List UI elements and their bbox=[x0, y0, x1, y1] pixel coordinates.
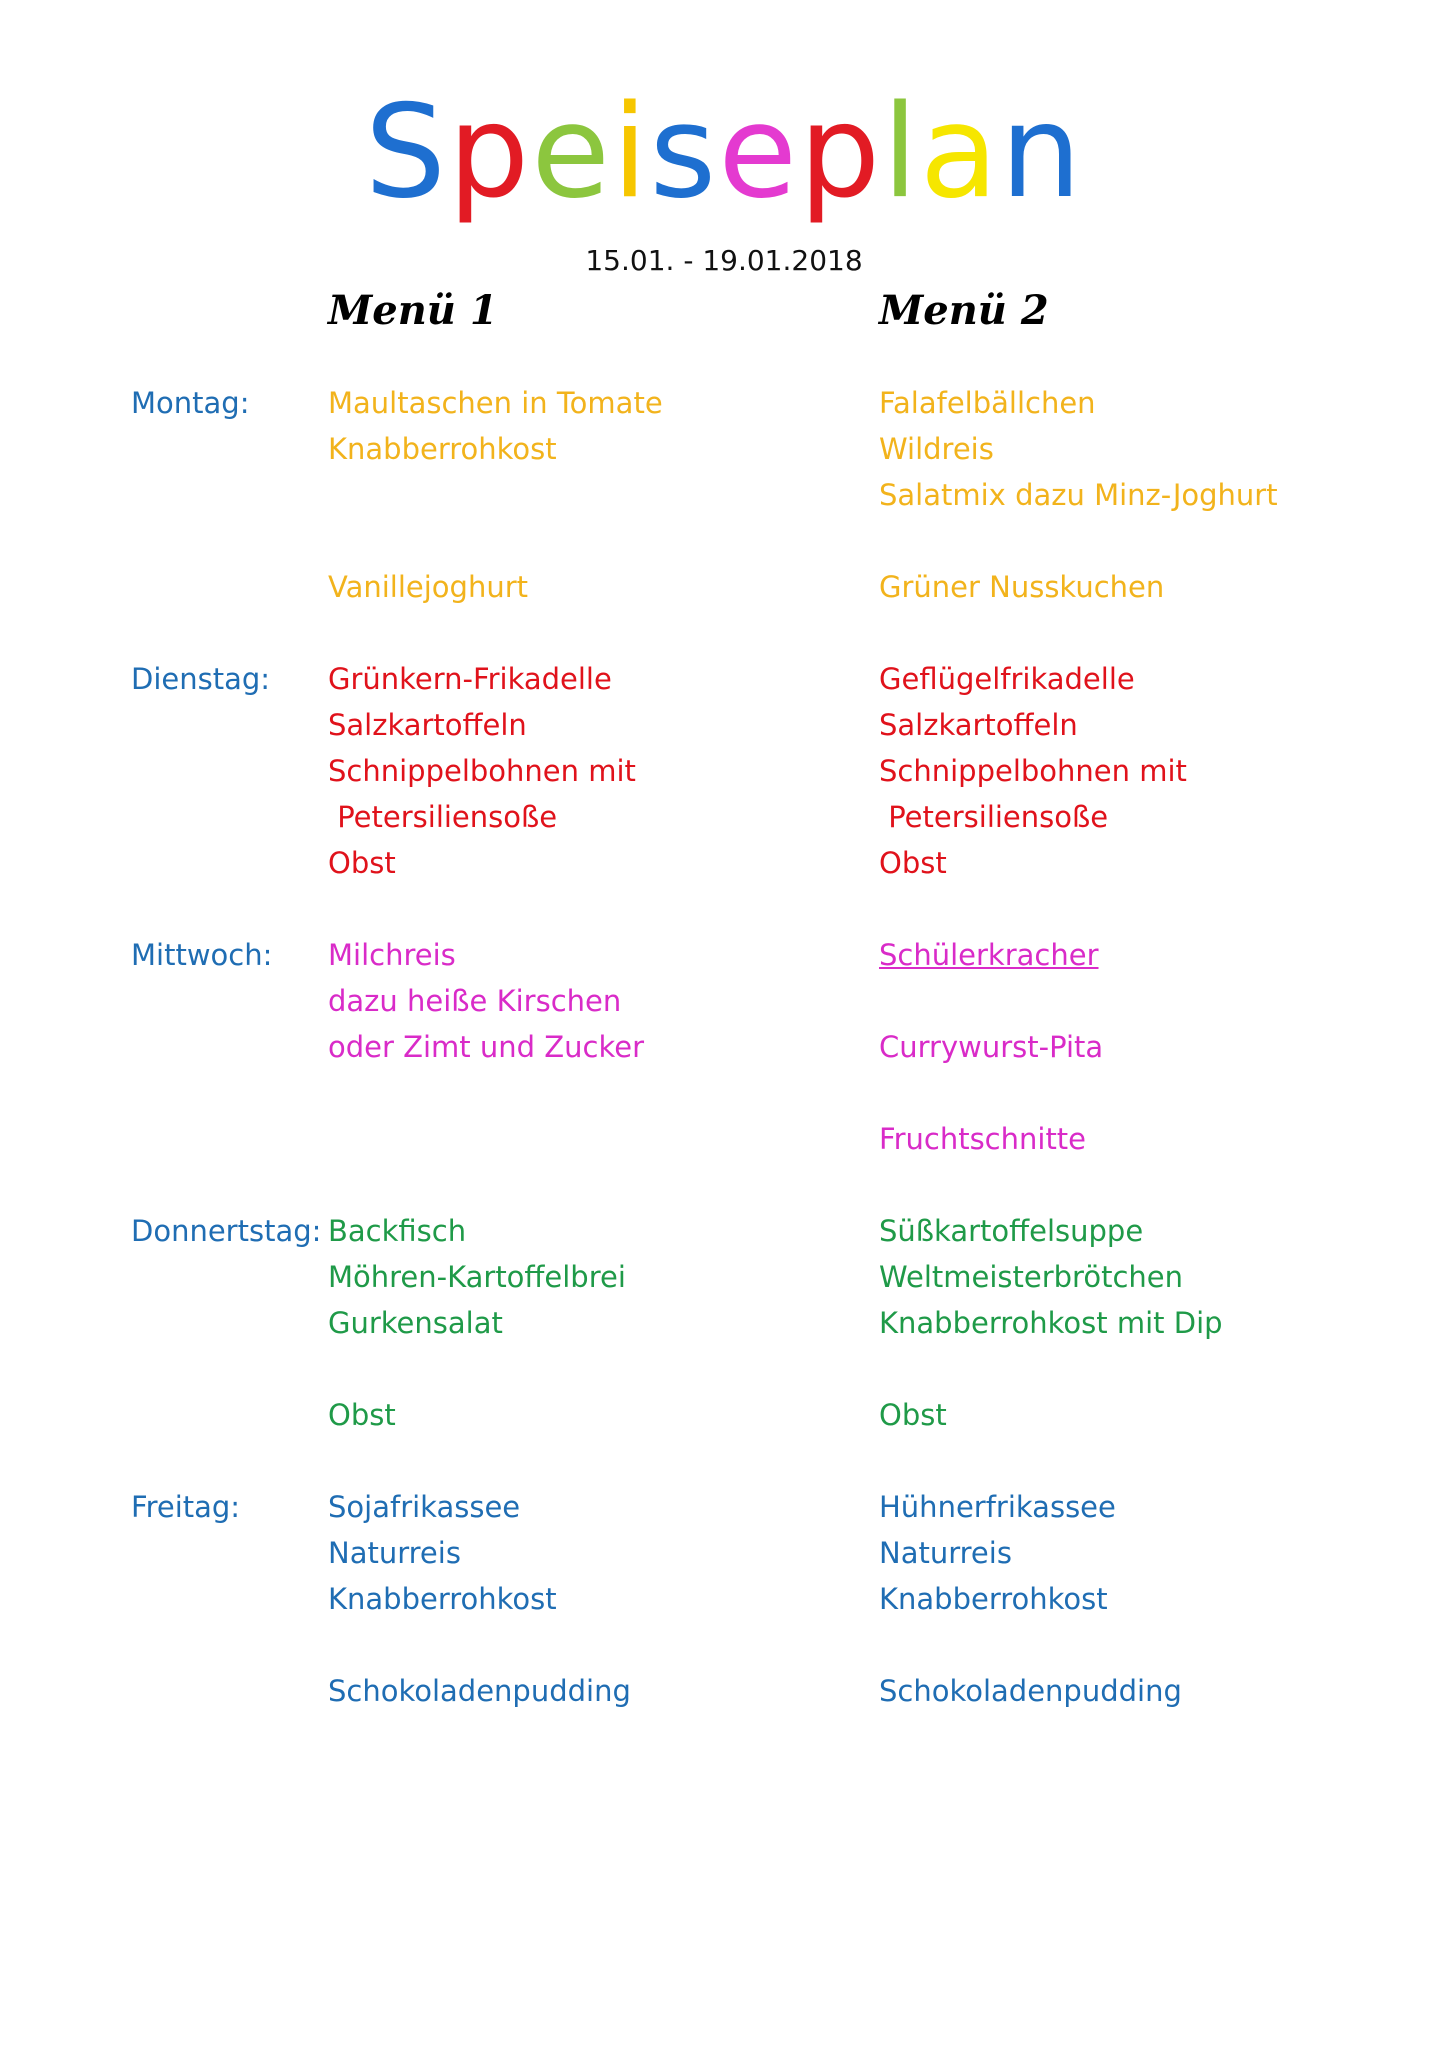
meal-item: Möhren-Kartoffelbrei bbox=[328, 1260, 626, 1294]
meal-item: Currywurst-Pita bbox=[879, 1030, 1104, 1064]
day-label: Freitag: bbox=[131, 1490, 241, 1524]
menu1-items bbox=[328, 380, 848, 610]
meal-item: Knabberrohkost bbox=[879, 1582, 1108, 1616]
meal-item: Schokoladenpudding bbox=[328, 1674, 631, 1708]
meal-item: Obst bbox=[879, 1398, 947, 1432]
meal-item: Grünkern-Frikadelle bbox=[328, 662, 612, 696]
title-letter: p bbox=[798, 78, 883, 227]
meal-item: Schokoladenpudding bbox=[879, 1674, 1182, 1708]
meal-item: Obst bbox=[328, 1398, 396, 1432]
meal-item: Naturreis bbox=[879, 1536, 1012, 1570]
meal-item bbox=[328, 472, 848, 518]
title-letter: a bbox=[919, 78, 1001, 227]
meal-item: Sojafrikassee bbox=[328, 1490, 521, 1524]
title-letter: s bbox=[649, 78, 719, 227]
meal-item: Weltmeisterbrötchen bbox=[879, 1260, 1183, 1294]
menu1-items bbox=[328, 1484, 848, 1714]
page-title bbox=[0, 78, 1448, 228]
meal-item: Wildreis bbox=[879, 432, 994, 466]
menu2-items bbox=[879, 932, 1399, 1162]
day-label: Montag: bbox=[131, 386, 250, 420]
title-letter: n bbox=[1000, 78, 1084, 227]
day-label: Donnertstag: bbox=[131, 1214, 322, 1248]
meal-item bbox=[328, 1346, 848, 1392]
meal-item: Obst bbox=[328, 846, 396, 880]
meal-item: dazu heiße Kirschen bbox=[328, 984, 622, 1018]
meal-item: oder Zimt und Zucker bbox=[328, 1030, 644, 1064]
menu1-items bbox=[328, 656, 848, 886]
meal-item: Petersiliensoße bbox=[328, 800, 558, 834]
meal-item: Petersiliensoße bbox=[879, 800, 1109, 834]
date-range: 15.01. - 19.01.2018 bbox=[585, 244, 863, 277]
meal-item: Knabberrohkost bbox=[328, 1582, 557, 1616]
menu2-heading: Menü 2 bbox=[879, 287, 1049, 334]
meal-item: Naturreis bbox=[328, 1536, 461, 1570]
meal-item: Schülerkracher bbox=[879, 938, 1099, 972]
title-letter: e bbox=[718, 78, 799, 227]
meal-item: Obst bbox=[879, 846, 947, 880]
title-letter: e bbox=[531, 78, 612, 227]
menu2-items bbox=[879, 380, 1399, 610]
menu1-items bbox=[328, 1208, 848, 1438]
meal-item: Grüner Nusskuchen bbox=[879, 570, 1165, 604]
title-letter: i bbox=[611, 78, 650, 227]
meal-item: Fruchtschnitte bbox=[879, 1122, 1087, 1156]
meal-item: Maultaschen in Tomate bbox=[328, 386, 663, 420]
meal-item: Backfisch bbox=[328, 1214, 467, 1248]
meal-item: Vanillejoghurt bbox=[328, 570, 529, 604]
meal-item bbox=[879, 978, 1399, 1024]
menu1-heading: Menü 1 bbox=[328, 287, 498, 334]
title-letter: l bbox=[882, 78, 920, 227]
meal-item: Gurkensalat bbox=[328, 1306, 503, 1340]
day-label: Mittwoch: bbox=[131, 938, 273, 972]
meal-item: Knabberrohkost mit Dip bbox=[879, 1306, 1223, 1340]
meal-item: Salzkartoffeln bbox=[879, 708, 1078, 742]
menu2-items bbox=[879, 656, 1399, 886]
meal-item: Süßkartoffelsuppe bbox=[879, 1214, 1144, 1248]
day-label: Dienstag: bbox=[131, 662, 271, 696]
meal-item: Salatmix dazu Minz-Joghurt bbox=[879, 478, 1278, 512]
meal-item: Falafelbällchen bbox=[879, 386, 1096, 420]
meal-item: Geflügelfrikadelle bbox=[879, 662, 1135, 696]
meal-item bbox=[879, 1070, 1399, 1116]
meal-item: Milchreis bbox=[328, 938, 456, 972]
meal-item bbox=[328, 1116, 848, 1162]
meal-item bbox=[879, 1346, 1399, 1392]
meal-item bbox=[879, 518, 1399, 564]
meal-item bbox=[328, 1622, 848, 1668]
meal-item: Hühnerfrikassee bbox=[879, 1490, 1116, 1524]
menu2-items bbox=[879, 1208, 1399, 1438]
menu2-items bbox=[879, 1484, 1399, 1714]
meal-item: Schnippelbohnen mit bbox=[879, 754, 1187, 788]
meal-item: Schnippelbohnen mit bbox=[328, 754, 636, 788]
title-letter: p bbox=[447, 78, 532, 227]
meal-item bbox=[328, 1070, 848, 1116]
meal-item: Knabberrohkost bbox=[328, 432, 557, 466]
meal-item: Salzkartoffeln bbox=[328, 708, 527, 742]
meal-item bbox=[879, 1622, 1399, 1668]
menu1-items bbox=[328, 932, 848, 1162]
title-letter: S bbox=[364, 78, 448, 227]
meal-item bbox=[328, 518, 848, 564]
